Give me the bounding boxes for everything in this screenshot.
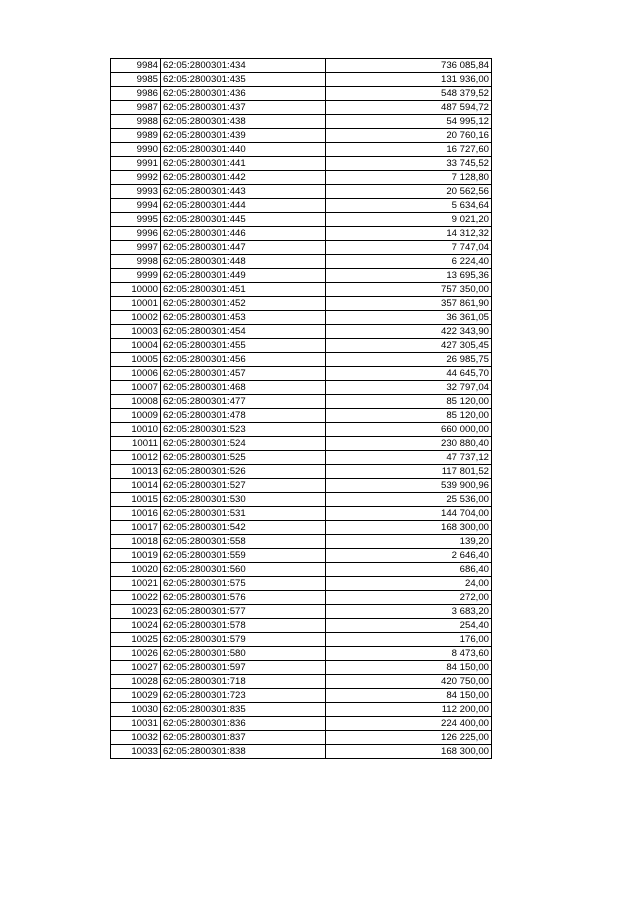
table-row [111, 745, 492, 759]
cadastral-value-cell: 487 594,72 [326, 101, 492, 115]
cadastral-number-cell: 62:05:2800301:836 [161, 717, 326, 731]
row-number-cell: 9986 [111, 87, 161, 101]
row-number-cell: 10024 [111, 619, 161, 633]
cadastral-number-cell: 62:05:2800301:524 [161, 437, 326, 451]
cadastral-number-cell: 62:05:2800301:447 [161, 241, 326, 255]
row-number-cell: 10002 [111, 311, 161, 325]
table-row [111, 269, 492, 283]
table-row [111, 395, 492, 409]
cadastral-number-cell: 62:05:2800301:443 [161, 185, 326, 199]
cadastral-value-cell: 254,40 [326, 619, 492, 633]
table-row [111, 283, 492, 297]
cadastral-value-cell: 139,20 [326, 535, 492, 549]
cadastral-value-cell: 422 343,90 [326, 325, 492, 339]
row-number-cell: 10010 [111, 423, 161, 437]
cadastral-number-cell: 62:05:2800301:454 [161, 325, 326, 339]
cadastral-value-cell: 117 801,52 [326, 465, 492, 479]
table-row [111, 689, 492, 703]
cadastral-value-cell: 14 312,32 [326, 227, 492, 241]
cadastral-number-cell: 62:05:2800301:477 [161, 395, 326, 409]
cadastral-value-cell: 548 379,52 [326, 87, 492, 101]
cadastral-number-cell: 62:05:2800301:444 [161, 199, 326, 213]
table-row [111, 563, 492, 577]
cadastral-value-cell: 84 150,00 [326, 689, 492, 703]
table-row [111, 143, 492, 157]
cadastral-number-cell: 62:05:2800301:523 [161, 423, 326, 437]
row-number-cell: 10027 [111, 661, 161, 675]
cadastral-value-cell: 230 880,40 [326, 437, 492, 451]
table-row [111, 227, 492, 241]
row-number-cell: 10012 [111, 451, 161, 465]
row-number-cell: 10016 [111, 507, 161, 521]
cadastral-number-cell: 62:05:2800301:530 [161, 493, 326, 507]
row-number-cell: 10026 [111, 647, 161, 661]
table-row [111, 171, 492, 185]
cadastral-value-cell: 20 562,56 [326, 185, 492, 199]
table-row [111, 185, 492, 199]
row-number-cell: 9996 [111, 227, 161, 241]
cadastral-value-cell: 168 300,00 [326, 745, 492, 759]
row-number-cell: 9993 [111, 185, 161, 199]
table-row [111, 423, 492, 437]
row-number-cell: 10011 [111, 437, 161, 451]
row-number-cell: 10021 [111, 577, 161, 591]
cadastral-number-cell: 62:05:2800301:436 [161, 87, 326, 101]
cadastral-value-cell: 33 745,52 [326, 157, 492, 171]
cadastral-number-cell: 62:05:2800301:597 [161, 661, 326, 675]
table-row [111, 297, 492, 311]
cadastral-value-cell: 168 300,00 [326, 521, 492, 535]
cadastral-number-cell: 62:05:2800301:452 [161, 297, 326, 311]
cadastral-value-cell: 25 536,00 [326, 493, 492, 507]
table-row [111, 367, 492, 381]
table-row [111, 703, 492, 717]
cadastral-value-cell: 5 634,64 [326, 199, 492, 213]
table-row [111, 241, 492, 255]
row-number-cell: 10006 [111, 367, 161, 381]
row-number-cell: 10033 [111, 745, 161, 759]
table-body [111, 59, 492, 759]
table-row [111, 451, 492, 465]
cadastral-number-cell: 62:05:2800301:723 [161, 689, 326, 703]
cadastral-number-cell: 62:05:2800301:451 [161, 283, 326, 297]
cadastral-value-cell: 85 120,00 [326, 395, 492, 409]
row-number-cell: 9987 [111, 101, 161, 115]
row-number-cell: 10017 [111, 521, 161, 535]
cadastral-number-cell: 62:05:2800301:838 [161, 745, 326, 759]
row-number-cell: 10007 [111, 381, 161, 395]
cadastral-number-cell: 62:05:2800301:531 [161, 507, 326, 521]
table-row [111, 619, 492, 633]
table-row [111, 59, 492, 73]
cadastral-number-cell: 62:05:2800301:445 [161, 213, 326, 227]
cadastral-number-cell: 62:05:2800301:542 [161, 521, 326, 535]
table-row [111, 535, 492, 549]
cadastral-number-cell: 62:05:2800301:442 [161, 171, 326, 185]
table-row [111, 647, 492, 661]
cadastral-number-cell: 62:05:2800301:835 [161, 703, 326, 717]
cadastral-value-cell: 126 225,00 [326, 731, 492, 745]
row-number-cell: 10030 [111, 703, 161, 717]
cadastral-number-cell: 62:05:2800301:558 [161, 535, 326, 549]
row-number-cell: 10025 [111, 633, 161, 647]
cadastral-value-cell: 112 200,00 [326, 703, 492, 717]
table-row [111, 465, 492, 479]
cadastral-number-cell: 62:05:2800301:718 [161, 675, 326, 689]
row-number-cell: 9985 [111, 73, 161, 87]
row-number-cell: 10000 [111, 283, 161, 297]
cadastral-value-cell: 32 797,04 [326, 381, 492, 395]
cadastral-number-cell: 62:05:2800301:478 [161, 409, 326, 423]
cadastral-number-cell: 62:05:2800301:437 [161, 101, 326, 115]
row-number-cell: 10013 [111, 465, 161, 479]
row-number-cell: 9997 [111, 241, 161, 255]
table-row [111, 129, 492, 143]
table-row [111, 507, 492, 521]
table-row [111, 437, 492, 451]
table-row [111, 577, 492, 591]
table-row [111, 255, 492, 269]
cadastral-value-cell: 26 985,75 [326, 353, 492, 367]
cadastral-number-cell: 62:05:2800301:576 [161, 591, 326, 605]
cadastral-value-cell: 660 000,00 [326, 423, 492, 437]
table-row [111, 549, 492, 563]
row-number-cell: 10028 [111, 675, 161, 689]
cadastral-number-cell: 62:05:2800301:453 [161, 311, 326, 325]
row-number-cell: 9988 [111, 115, 161, 129]
row-number-cell: 10009 [111, 409, 161, 423]
cadastral-value-cell: 84 150,00 [326, 661, 492, 675]
cadastral-number-cell: 62:05:2800301:527 [161, 479, 326, 493]
table-row [111, 717, 492, 731]
cadastral-number-cell: 62:05:2800301:577 [161, 605, 326, 619]
cadastral-number-cell: 62:05:2800301:525 [161, 451, 326, 465]
cadastral-value-cell: 736 085,84 [326, 59, 492, 73]
row-number-cell: 10019 [111, 549, 161, 563]
cadastral-number-cell: 62:05:2800301:457 [161, 367, 326, 381]
cadastral-number-cell: 62:05:2800301:468 [161, 381, 326, 395]
cadastral-number-cell: 62:05:2800301:449 [161, 269, 326, 283]
table-row [111, 73, 492, 87]
row-number-cell: 10014 [111, 479, 161, 493]
table-row [111, 675, 492, 689]
cadastral-value-cell: 420 750,00 [326, 675, 492, 689]
table-row [111, 339, 492, 353]
cadastral-value-cell: 176,00 [326, 633, 492, 647]
table-row [111, 381, 492, 395]
cadastral-number-cell: 62:05:2800301:526 [161, 465, 326, 479]
table-row [111, 521, 492, 535]
cadastral-value-cell: 36 361,05 [326, 311, 492, 325]
cadastral-value-cell: 20 760,16 [326, 129, 492, 143]
cadastral-value-cell: 6 224,40 [326, 255, 492, 269]
table-row [111, 731, 492, 745]
table-row [111, 633, 492, 647]
cadastral-value-cell: 427 305,45 [326, 339, 492, 353]
cadastral-number-cell: 62:05:2800301:575 [161, 577, 326, 591]
cadastral-value-cell: 272,00 [326, 591, 492, 605]
table-row [111, 591, 492, 605]
cadastral-number-cell: 62:05:2800301:441 [161, 157, 326, 171]
table-row [111, 199, 492, 213]
cadastral-value-cell: 13 695,36 [326, 269, 492, 283]
row-number-cell: 10008 [111, 395, 161, 409]
cadastral-number-cell: 62:05:2800301:456 [161, 353, 326, 367]
row-number-cell: 9994 [111, 199, 161, 213]
cadastral-number-cell: 62:05:2800301:440 [161, 143, 326, 157]
cadastral-value-cell: 131 936,00 [326, 73, 492, 87]
cadastral-number-cell: 62:05:2800301:837 [161, 731, 326, 745]
cadastral-number-cell: 62:05:2800301:435 [161, 73, 326, 87]
cadastral-number-cell: 62:05:2800301:455 [161, 339, 326, 353]
row-number-cell: 10022 [111, 591, 161, 605]
row-number-cell: 9995 [111, 213, 161, 227]
cadastral-value-cell: 7 128,80 [326, 171, 492, 185]
cadastral-number-cell: 62:05:2800301:448 [161, 255, 326, 269]
table-row [111, 115, 492, 129]
table-row [111, 157, 492, 171]
cadastral-number-cell: 62:05:2800301:580 [161, 647, 326, 661]
table-row [111, 605, 492, 619]
cadastral-number-cell: 62:05:2800301:446 [161, 227, 326, 241]
cadastral-value-cell: 8 473,60 [326, 647, 492, 661]
table-row [111, 479, 492, 493]
cadastral-value-cell: 24,00 [326, 577, 492, 591]
table-row [111, 409, 492, 423]
table-row [111, 661, 492, 675]
cadastral-number-cell: 62:05:2800301:439 [161, 129, 326, 143]
row-number-cell: 10029 [111, 689, 161, 703]
row-number-cell: 10004 [111, 339, 161, 353]
cadastral-number-cell: 62:05:2800301:434 [161, 59, 326, 73]
cadastral-number-cell: 62:05:2800301:438 [161, 115, 326, 129]
row-number-cell: 10001 [111, 297, 161, 311]
row-number-cell: 10005 [111, 353, 161, 367]
cadastral-value-cell: 539 900,96 [326, 479, 492, 493]
cadastral-value-cell: 757 350,00 [326, 283, 492, 297]
row-number-cell: 10018 [111, 535, 161, 549]
cadastral-value-cell: 54 995,12 [326, 115, 492, 129]
row-number-cell: 9984 [111, 59, 161, 73]
cadastral-value-cell: 9 021,20 [326, 213, 492, 227]
cadastral-value-cell: 224 400,00 [326, 717, 492, 731]
row-number-cell: 10020 [111, 563, 161, 577]
row-number-cell: 9998 [111, 255, 161, 269]
cadastral-value-cell: 47 737,12 [326, 451, 492, 465]
cadastral-value-cell: 686,40 [326, 563, 492, 577]
row-number-cell: 10032 [111, 731, 161, 745]
cadastral-number-cell: 62:05:2800301:560 [161, 563, 326, 577]
table-row [111, 311, 492, 325]
cadastral-number-cell: 62:05:2800301:559 [161, 549, 326, 563]
row-number-cell: 10023 [111, 605, 161, 619]
table-row [111, 213, 492, 227]
cadastral-value-cell: 3 683,20 [326, 605, 492, 619]
table-row [111, 493, 492, 507]
cadastral-value-cell: 7 747,04 [326, 241, 492, 255]
cadastral-value-cell: 2 646,40 [326, 549, 492, 563]
cadastral-value-cell: 44 645,70 [326, 367, 492, 381]
row-number-cell: 10003 [111, 325, 161, 339]
row-number-cell: 9990 [111, 143, 161, 157]
row-number-cell: 9991 [111, 157, 161, 171]
cadastral-value-cell: 16 727,60 [326, 143, 492, 157]
row-number-cell: 9992 [111, 171, 161, 185]
cadastral-value-cell: 144 704,00 [326, 507, 492, 521]
row-number-cell: 10031 [111, 717, 161, 731]
cadastral-number-cell: 62:05:2800301:579 [161, 633, 326, 647]
table-row [111, 325, 492, 339]
cadastral-number-cell: 62:05:2800301:578 [161, 619, 326, 633]
row-number-cell: 10015 [111, 493, 161, 507]
cadastral-value-cell: 85 120,00 [326, 409, 492, 423]
row-number-cell: 9999 [111, 269, 161, 283]
cadastral-value-cell: 357 861,90 [326, 297, 492, 311]
row-number-cell: 9989 [111, 129, 161, 143]
table-row [111, 87, 492, 101]
cadastral-value-table [110, 58, 492, 759]
table-row [111, 353, 492, 367]
table-row [111, 101, 492, 115]
